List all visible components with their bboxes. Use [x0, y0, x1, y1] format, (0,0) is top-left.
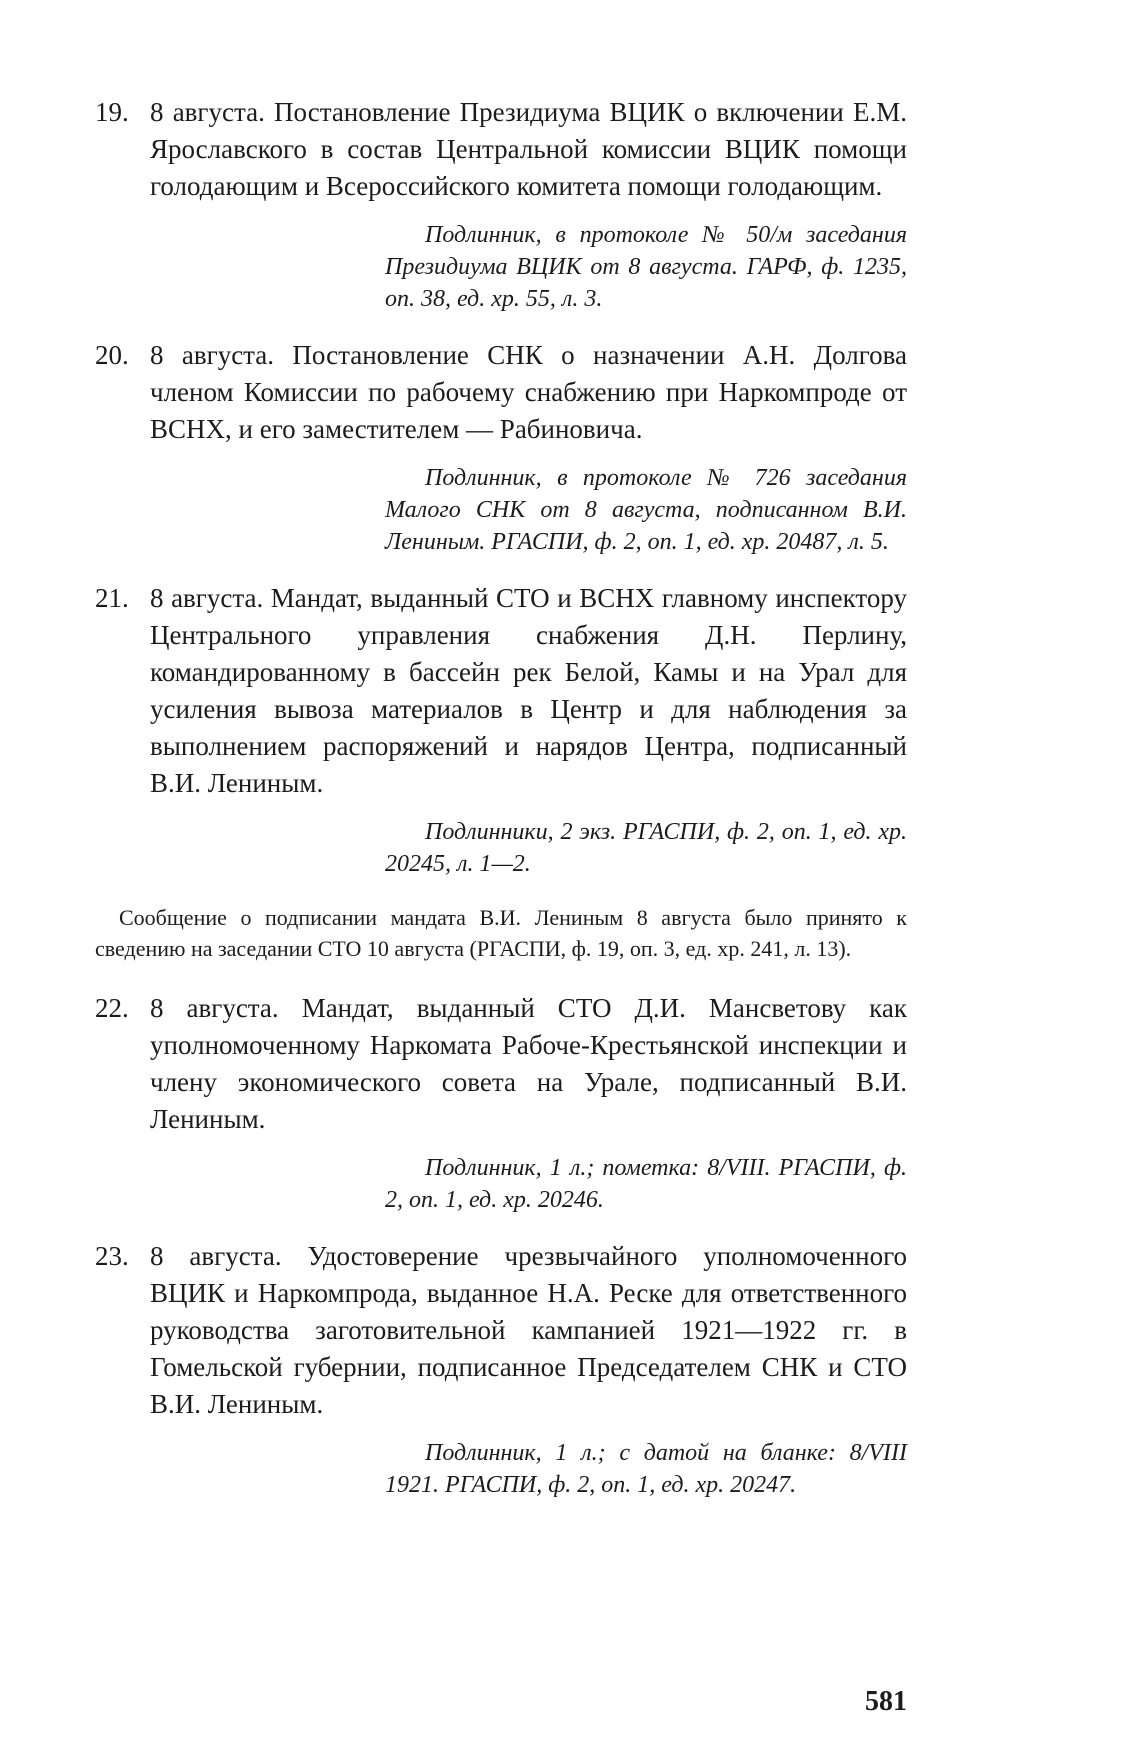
source-reference: Подлинник, 1 л.; пометка: 8/VIII. РГАСПИ, ф. 2, оп. 1, ед. хр. 20246.	[385, 1155, 907, 1213]
entry-text: 8 августа. Удостоверение чрезвычайного уполномоченного ВЦИК и Наркомпрода, выданное Н.А. Реске для ответственного руководства заготовительной кампанией 1921—1922 гг. в Гомельской губернии, подписанное Председателем СНК и СТО В.И. Лениным.	[150, 1241, 907, 1419]
entry-text: 8 августа. Постановление Президиума ВЦИК о включении Е.М. Ярославского в состав Центральной комиссии ВЦИК помощи голодающим и Всероссийского комитета помощи голодающим.	[150, 97, 907, 201]
source-reference: Подлинник, в протоколе № 726 заседания Малого СНК от 8 августа, подписанном В.И. Лениным. РГАСПИ, ф. 2, оп. 1, ед. хр. 20487, л. 5.	[385, 465, 907, 555]
entry-text: 8 августа. Мандат, выданный СТО и ВСНХ главному инспектору Центрального управления снабжения Д.Н. Перлину, командированному в бассейн рек Белой, Камы и на Урал для усиления вывоза материалов в Центр и для наблюдения за выполнением распоряжений и нарядов Центра, подписанный В.И. Лениным.	[150, 583, 907, 798]
entry-22	[95, 990, 907, 1138]
entry-23	[95, 1238, 907, 1423]
entry-21	[95, 580, 907, 802]
source-reference: Подлинник, в протоколе № 50/м заседания Президиума ВЦИК от 8 августа. ГАРФ, ф. 1235, оп. 38, ед. хр. 55, л. 3.	[385, 222, 907, 312]
entry-19	[95, 94, 907, 205]
entry-20	[95, 337, 907, 448]
entry-number: 23.	[95, 1241, 129, 1271]
entry-number: 21.	[95, 583, 129, 613]
source-reference: Подлинник, 1 л.; с датой на бланке: 8/VIII 1921. РГАСПИ, ф. 2, оп. 1, ед. хр. 20247.	[385, 1440, 907, 1498]
source-reference: Подлинники, 2 экз. РГАСПИ, ф. 2, оп. 1, ед. хр. 20245, л. 1—2.	[385, 819, 907, 877]
entry-number: 19.	[95, 97, 129, 127]
entry-text: 8 августа. Мандат, выданный СТО Д.И. Мансветову как уполномоченному Наркомата Рабоче-Крестьянской инспекции и члену экономического совета на Урале, подписанный В.И. Лениным.	[150, 993, 907, 1134]
entry-number: 20.	[95, 340, 129, 370]
page-content	[95, 0, 907, 1717]
editorial-note: Сообщение о подписании мандата В.И. Лениным 8 августа было принято к сведению на заседании СТО 10 августа (РГАСПИ, ф. 19, оп. 3, ед. хр. 241, л. 13).	[95, 905, 907, 961]
entry-text: 8 августа. Постановление СНК о назначении А.Н. Долгова членом Комиссии по рабочему снабжению при Наркомпроде от ВСНХ, и его заместителем — Рабиновича.	[150, 340, 907, 444]
entry-number: 22.	[95, 993, 129, 1023]
page-number: 581	[865, 1686, 907, 1717]
